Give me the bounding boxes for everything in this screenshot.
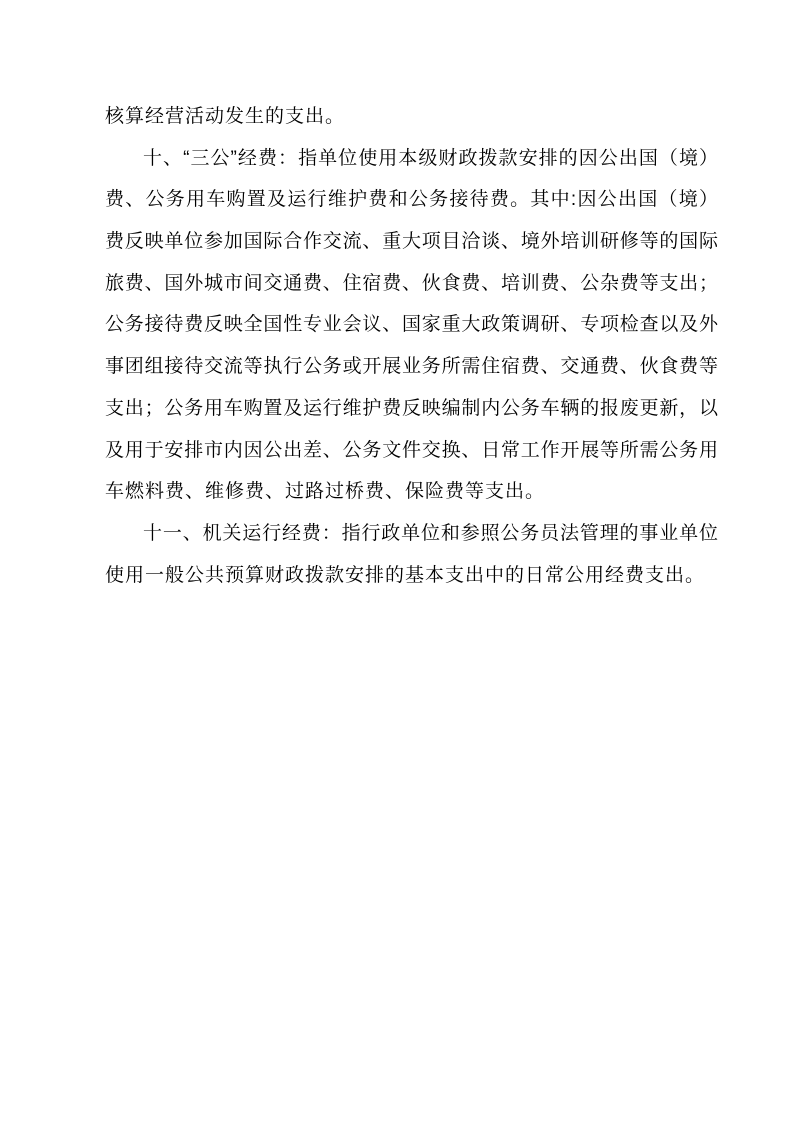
text-line: 十一、机关运行经费：指行政单位和参照公务员法管理的事业单位 <box>143 522 718 544</box>
text-line: 旅费、国外城市间交通费、住宿费、伙食费、培训费、公杂费等支出； <box>105 272 718 294</box>
text-line: 车燃料费、维修费、过路过桥费、保险费等支出。 <box>105 481 546 503</box>
text-line: 核算经营活动发生的支出。 <box>105 106 346 127</box>
text-line: 事团组接待交流等执行公务或开展业务所需住宿费、交通费、伙食费等 <box>105 356 718 378</box>
text-line: 及用于安排市内因公出差、公务文件交换、日常工作开展等所需公务用 <box>105 439 718 461</box>
text-line: 使用一般公共预算财政拨款安排的基本支出中的日常公用经费支出。 <box>105 564 706 586</box>
text-line: 费、公务用车购置及运行维护费和公务接待费。其中:因公出国（境） <box>105 189 718 211</box>
text-line: 十、“三公”经费：指单位使用本级财政拨款安排的因公出国（境） <box>143 147 718 169</box>
text-line: 公务接待费反映全国性专业会议、国家重大政策调研、专项检查以及外 <box>105 314 718 336</box>
text-block <box>105 96 718 596</box>
text-line: 费反映单位参加国际合作交流、重大项目洽谈、境外培训研修等的国际 <box>105 231 718 253</box>
text-line: 支出；公务用车购置及运行维护费反映编制内公务车辆的报废更新，以 <box>105 397 718 419</box>
